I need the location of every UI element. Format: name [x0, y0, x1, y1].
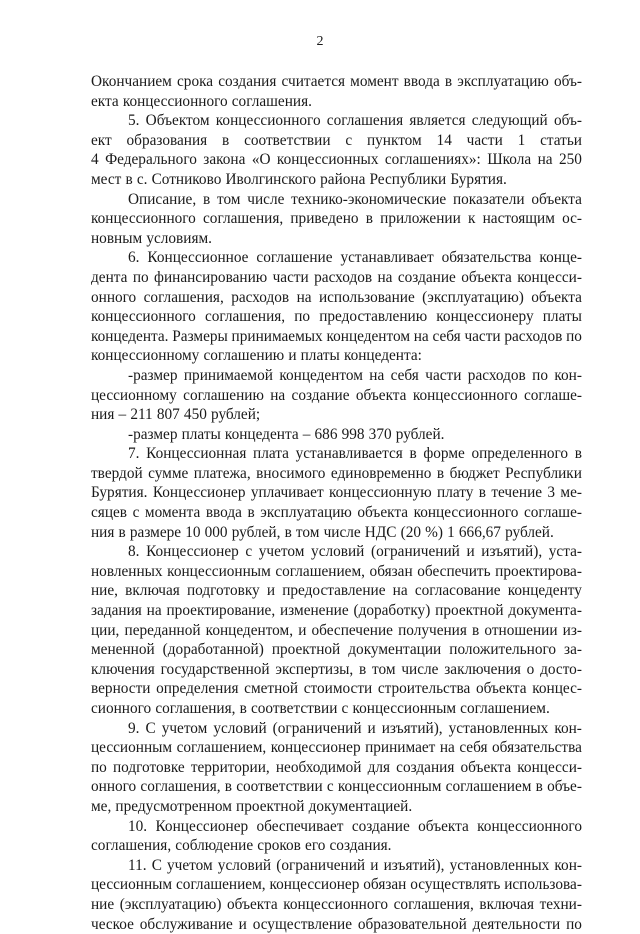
text-line: дента по финансированию части расходов на создание объекта концесси-: [91, 268, 582, 286]
text-line: 11. С учетом условий (ограничений и изъятий), установленных кон-: [128, 856, 582, 874]
text-line: цессионным соглашением, концессионер принимает на себя обязательства: [91, 739, 582, 757]
text-line: ческое обслуживание и осуществление образовательной деятельности по: [91, 915, 582, 933]
text-line: 5. Объектом концессионного соглашения является следующий объ-: [128, 112, 582, 130]
text-line: 7. Концессионная плата устанавливается в форме определенного в: [128, 445, 582, 463]
text-line: 9. С учетом условий (ограничений и изъятий), установленных кон-: [128, 719, 582, 737]
text-line: Окончанием срока создания считается момент ввода в эксплуатацию объ-: [91, 73, 582, 90]
text-line: ект образования в соответствии с пунктом 14 части 1 статьи: [91, 131, 582, 149]
text-line: соглашения, соблюдение сроков его создания.: [91, 837, 392, 855]
text-line: верности определения сметной стоимости строительства объекта концес-: [91, 680, 582, 698]
text-line: онного соглашения, расходов на использование (эксплуатацию) объекта: [91, 288, 582, 306]
text-line: новленных концессионным соглашением, обязан обеспечить проектирова-: [91, 562, 582, 580]
text-line: концессионного соглашения, по предоставлению концессионеру платы: [91, 308, 582, 326]
text-line: ме, предусмотренном проектной документацией.: [91, 797, 413, 815]
text-line: 4 Федерального закона «О концессионных соглашениях»: Школа на 250: [91, 151, 582, 169]
text-line: 10. Концессионер обеспечивает создание объекта концессионного: [128, 817, 582, 835]
page-number: 2: [316, 34, 324, 49]
text-line: цессионным соглашением, концессионер обязан осуществлять использова-: [91, 876, 582, 894]
text-line: мененной (доработанной) проектной документации положительного за-: [91, 641, 582, 659]
text-line: ключения государственной экспертизы, в том числе заключения о досто-: [91, 660, 582, 678]
text-line: -размер принимаемой концедентом на себя части расходов по кон-: [128, 366, 582, 384]
text-line: -размер платы концедента – 686 998 370 рублей.: [128, 425, 445, 443]
text-line: 8. Концессионер с учетом условий (ограничений и изъятий), уста-: [128, 543, 582, 561]
text-line: задания на проектирование, изменение (доработку) проектной документа-: [91, 602, 582, 620]
text-line: концессионного соглашения, приведено в приложении к настоящим ос-: [91, 210, 582, 228]
text-line: Описание, в том числе технико-экономические показатели объекта: [128, 190, 582, 208]
text-line: ние (эксплуатацию) объекта концессионного соглашения, включая техни-: [91, 895, 582, 913]
text-line: екта концессионного соглашения.: [91, 92, 312, 110]
text-line: сяцев с момента ввода в эксплуатацию объекта концессионного соглаше-: [91, 504, 582, 522]
text-line: цессионному соглашению на создание объекта концессионного соглаше-: [91, 386, 582, 404]
text-line: по подготовке территории, необходимой для создания объекта концесси-: [91, 758, 582, 776]
text-line: концедента. Размеры принимаемых концедентом на себя части расходов по: [91, 327, 582, 345]
text-line: мест в с. Сотниково Иволгинского района Республики Бурятия.: [91, 170, 507, 188]
text-line: твердой сумме платежа, вносимого единовременно в бюджет Республики: [91, 464, 582, 482]
document-body: [91, 72, 582, 934]
text-line: новным условиям.: [91, 229, 212, 247]
text-line: ции, переданной концедентом, и обеспечение получения в отношении из-: [91, 621, 582, 639]
text-line: ния – 211 807 450 рублей;: [91, 406, 261, 424]
text-line: ние, включая подготовку и предоставление на согласование концеденту: [91, 582, 582, 600]
text-line: 6. Концессионное соглашение устанавливает обязательства конце-: [128, 249, 582, 267]
text-line: ния в размере 10 000 рублей, в том числе НДС (20 %) 1 666,67 рублей.: [91, 523, 554, 541]
text-line: концессионному соглашению и платы концедента:: [91, 347, 422, 365]
text-line: сионного соглашения, в соответствии с концессионным соглашением.: [91, 700, 550, 717]
text-line: онного соглашения, в соответствии с концессионным соглашением в объе-: [91, 778, 582, 796]
text-line: Бурятия. Концессионер уплачивает концессионную плату в течение 3 ме-: [91, 484, 582, 502]
